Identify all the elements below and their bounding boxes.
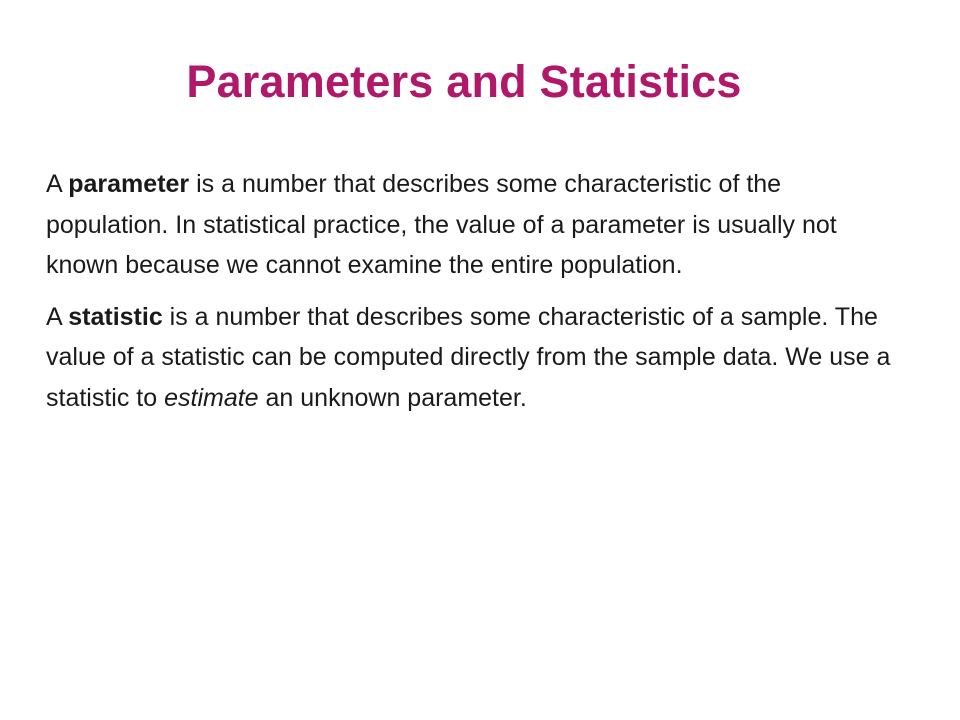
statistic-lead-text: A [46,302,69,331]
estimate-emphasis: estimate [164,383,259,412]
slide-body [46,164,896,418]
statistic-definition-text: is a number that describes some characteristic of a sample. The value of a statistic can be computed directly from the sample data. We use a statistic to [46,302,891,412]
parameter-lead-text: A [46,170,69,198]
statistic-definition [46,297,896,419]
parameter-definition-text: is a number that describes some characteristic of the population. In statistical practice, the value of a parameter is usually not known because we cannot examine the entire population. [46,170,837,279]
statistic-definition-tail: an unknown parameter. [258,383,527,412]
parameter-term: parameter [68,170,190,198]
parameter-definition [46,164,896,286]
slide-title: Parameters and Statistics [186,56,742,107]
statistic-term: statistic [68,302,163,331]
